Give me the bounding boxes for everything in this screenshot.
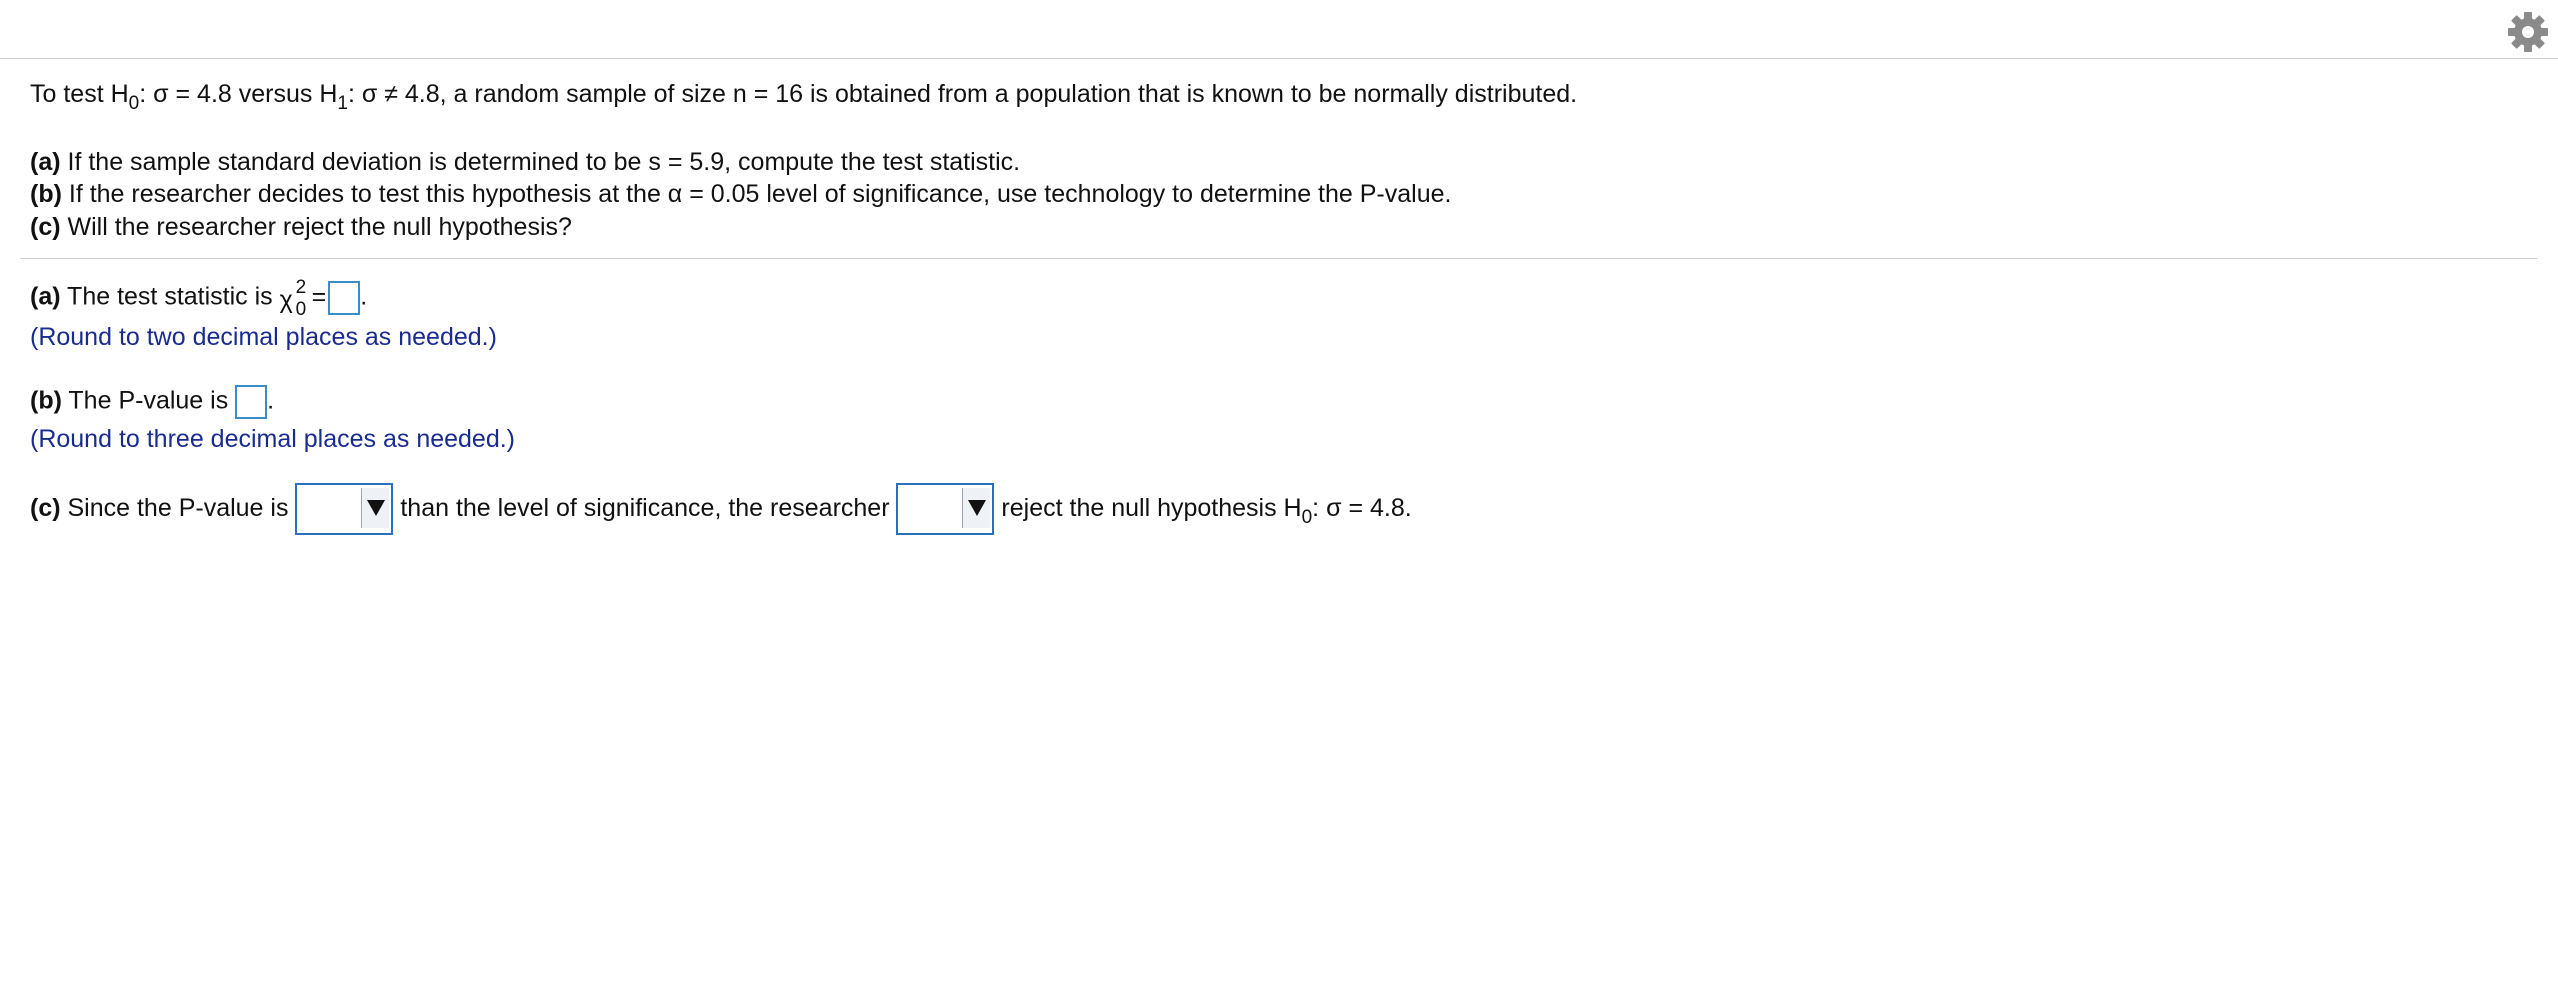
intro-text: : σ = 4.8 versus H: [139, 80, 338, 108]
test-statistic-input[interactable]: [328, 281, 360, 315]
part-text: Will the researcher reject the null hypothesis?: [60, 213, 572, 241]
answer-text: reject the null hypothesis H: [994, 494, 1302, 522]
top-toolbar: [0, 0, 2558, 58]
subscript: 0: [1301, 507, 1313, 528]
intro-text: To test H: [30, 80, 129, 108]
chi-letter: χ: [279, 286, 293, 314]
period: .: [360, 282, 368, 311]
question-part-b: [30, 179, 1451, 209]
answer-label: (a): [30, 282, 61, 311]
subscript: 0: [295, 299, 307, 320]
answer-label: (b): [30, 386, 62, 415]
hint-b: (Round to three decimal places as needed.): [30, 425, 516, 453]
part-label: (c): [30, 213, 61, 241]
hint-a: (Round to two decimal places as needed.): [30, 323, 497, 351]
answer-b: [30, 385, 274, 419]
answer-a: [30, 277, 368, 320]
intro-text: : σ ≠ 4.8, a random sample of size n = 16 is obtained from a population that is known to be normally distributed.: [347, 80, 1578, 108]
problem-statement: [30, 79, 1578, 114]
answer-label: (c): [30, 494, 61, 522]
p-value-input[interactable]: [235, 385, 267, 419]
triangle-down-icon[interactable]: [361, 488, 389, 528]
part-text: If the researcher decides to test this hypothesis at the α = 0.05 level of significance, use technology to determine the P-value.: [61, 180, 1452, 208]
superscript: 2: [295, 277, 307, 298]
answer-text: The P-value is: [61, 386, 236, 415]
section-divider: [20, 258, 2538, 259]
subscript: 0: [128, 93, 140, 114]
comparison-dropdown[interactable]: [295, 483, 393, 535]
header-divider: [0, 58, 2558, 59]
part-label: (a): [30, 148, 61, 176]
part-label: (b): [30, 180, 62, 208]
period: .: [267, 386, 275, 415]
gear-icon[interactable]: [2506, 10, 2550, 54]
answer-text: Since the P-value is: [60, 494, 296, 522]
subscript: 1: [337, 93, 348, 114]
answer-text: The test statistic is: [60, 282, 280, 311]
question-part-c: [30, 212, 572, 242]
answer-text: than the level of significance, the researcher: [393, 494, 897, 522]
answer-text: : σ = 4.8.: [1312, 494, 1412, 522]
chi-square-symbol: [279, 277, 310, 320]
part-text: If the sample standard deviation is determined to be s = 5.9, compute the test statistic.: [60, 148, 1021, 176]
decision-dropdown[interactable]: [896, 483, 994, 535]
triangle-down-icon[interactable]: [962, 488, 990, 528]
question-part-a: [30, 147, 1020, 177]
answer-c: [30, 482, 1412, 535]
equals-sign: =: [311, 282, 327, 311]
